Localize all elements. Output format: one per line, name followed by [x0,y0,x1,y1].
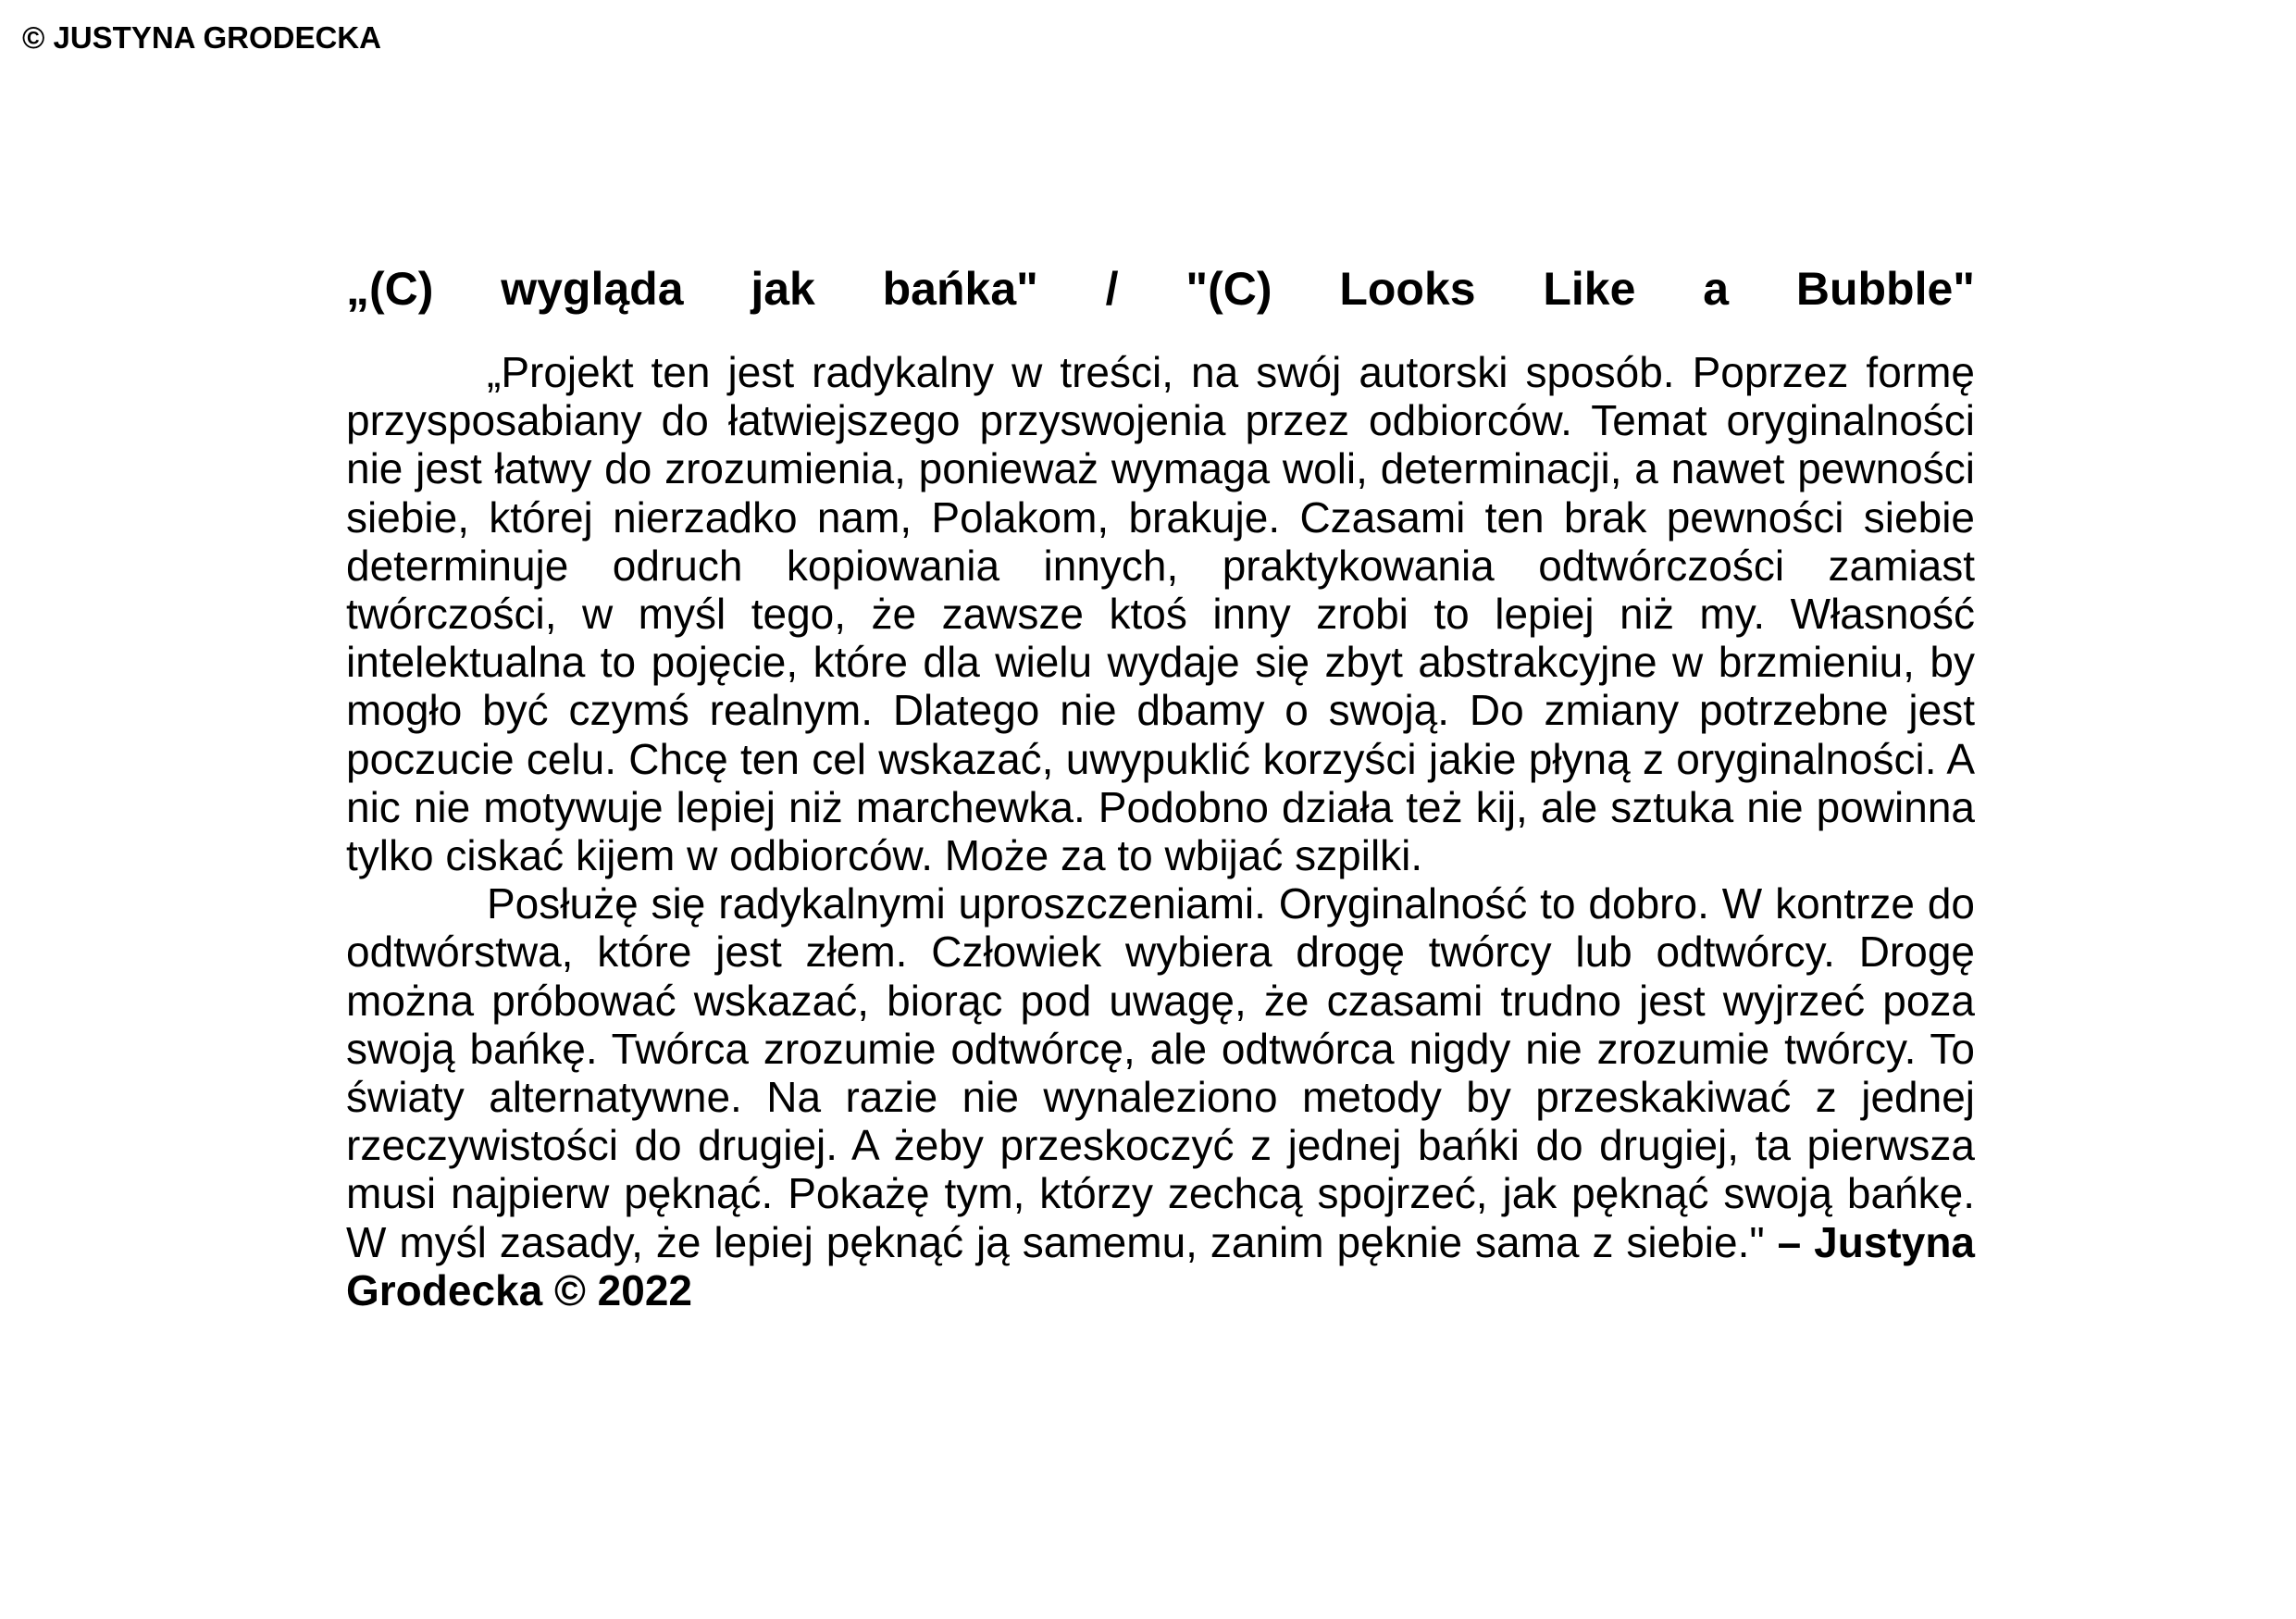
title-english: "(C) Looks Like a Bubble" [1185,263,1975,315]
document-title [346,259,1975,318]
document-body [346,348,1975,1314]
title-separator: / [1105,263,1119,315]
paragraph-1: „Projekt ten jest radykalny w treści, na swój autorski sposób. Poprzez formę przysposabiany do łatwiejszego przyswojenia przez odbiorców. Temat oryginalności nie jest łatwy do zrozumienia, ponieważ wymaga woli, determinacji, a nawet pewności siebie, której nierzadko nam, Polakom, brakuje. Czasami ten brak pewności siebie determinuje odruch kopiowania innych, praktykowania odtwórczości zamiast twórczości, w myśl tego, że zawsze ktoś inny zrobi to lepiej niż my. Własność intelektualna to pojęcie, które dla wielu wydaje się zbyt abstrakcyjne w brzmieniu, by mogło być czymś realnym. Dlatego nie dbamy o swoją. Do zmiany potrzebne jest poczucie celu. Chcę ten cel wskazać, uwypuklić korzyści jakie płyną z oryginalności. A nic nie motywuje lepiej niż marchewka. Podobno działa też kij, ale sztuka nie powinna tylko ciskać kijem w odbiorców. Może za to wbijać szpilki. [346,348,1975,880]
title-polish: „(C) wygląda jak bańka" [346,263,1038,315]
author-signature: – Justyna Grodecka © 2022 [346,1217,1976,1314]
copyright-header: © JUSTYNA GRODECKA [22,20,381,55]
paragraph-2 [346,879,1975,1314]
document-content [346,259,1975,1314]
paragraph-2-text: Posłużę się radykalnymi uproszczeniami. Oryginalność to dobro. W kontrze do odtwórstwa, które jest złem. Człowiek wybiera drogę twórcy lub odtwórcy. Drogę można próbować wskazać, biorąc pod uwagę, że czasami trudno jest wyjrzeć poza swoją bańkę. Twórca zrozumie odtwórcę, ale odtwórca nigdy nie zrozumie twórcy. To światy alternatywne. Na razie nie wynaleziono metody by przeskakiwać z jednej rzeczywistości do drugiej. A żeby przeskoczyć z jednej bańki do drugiej, ta pierwsza musi najpierw pęknąć. Pokażę tym, którzy zechcą spojrzeć, jak pęknąć swoją bańkę. W myśl zasady, że lepiej pęknąć ją samemu, zanim pęknie sama z siebie." [346,879,1975,1266]
